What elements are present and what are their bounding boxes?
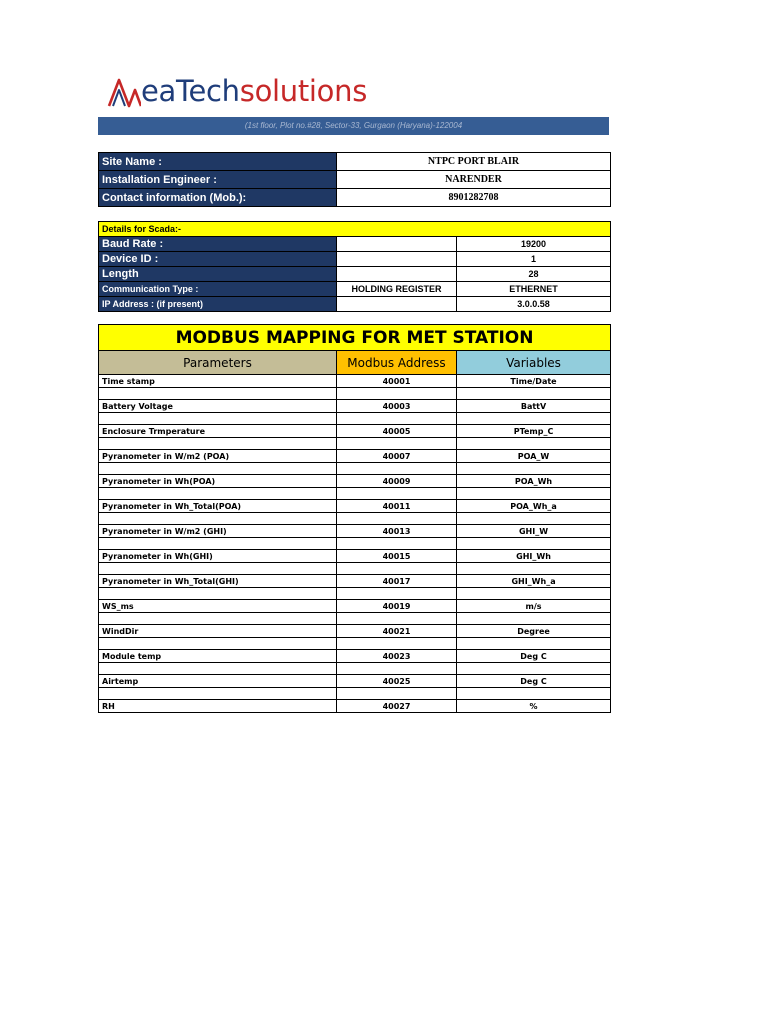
spacer-row xyxy=(99,613,611,625)
table-row xyxy=(99,475,611,488)
site-label: Site Name : xyxy=(99,153,337,171)
address-cell: 40003 xyxy=(337,400,457,413)
empty-cell xyxy=(337,463,457,475)
table-row xyxy=(99,650,611,663)
variable-cell: GHI_W xyxy=(457,525,611,538)
scada-mid xyxy=(337,237,457,252)
spacer-row xyxy=(99,463,611,475)
company-logo-mark-icon xyxy=(107,76,141,108)
empty-cell xyxy=(457,438,611,450)
parameter-cell: WindDir xyxy=(99,625,337,638)
parameter-cell: Pyranometer in W/m2 (GHI) xyxy=(99,525,337,538)
column-header-variables: Variables xyxy=(457,351,611,375)
site-label: Installation Engineer : xyxy=(99,171,337,189)
scada-label: IP Address : (if present) xyxy=(99,297,337,312)
spacer-row xyxy=(99,538,611,550)
scada-value: 28 xyxy=(457,267,611,282)
variable-cell: GHI_Wh_a xyxy=(457,575,611,588)
address-cell: 40019 xyxy=(337,600,457,613)
variable-cell: Degree xyxy=(457,625,611,638)
scada-value: 1 xyxy=(457,252,611,267)
empty-cell xyxy=(337,438,457,450)
scada-mid xyxy=(337,297,457,312)
address-cell: 40021 xyxy=(337,625,457,638)
site-info-table xyxy=(98,152,611,207)
parameter-cell: Pyranometer in W/m2 (POA) xyxy=(99,450,337,463)
address-cell: 40011 xyxy=(337,500,457,513)
parameter-cell: RH xyxy=(99,700,337,713)
empty-cell xyxy=(99,438,337,450)
variable-cell: Deg C xyxy=(457,650,611,663)
empty-cell xyxy=(337,538,457,550)
empty-cell xyxy=(99,563,337,575)
empty-cell xyxy=(337,563,457,575)
empty-cell xyxy=(337,638,457,650)
spacer-row xyxy=(99,563,611,575)
empty-cell xyxy=(99,513,337,525)
modbus-title-row xyxy=(99,325,611,351)
parameter-cell: WS_ms xyxy=(99,600,337,613)
parameter-cell: Pyranometer in Wh(GHI) xyxy=(99,550,337,563)
empty-cell xyxy=(337,513,457,525)
spacer-row xyxy=(99,438,611,450)
parameter-cell: Pyranometer in Wh_Total(GHI) xyxy=(99,575,337,588)
scada-value: ETHERNET xyxy=(457,282,611,297)
address-cell: 40027 xyxy=(337,700,457,713)
scada-row xyxy=(99,282,611,297)
scada-row xyxy=(99,252,611,267)
address-cell: 40017 xyxy=(337,575,457,588)
company-name-prefix: eaTech xyxy=(141,74,240,108)
empty-cell xyxy=(337,613,457,625)
table-row xyxy=(99,450,611,463)
table-row xyxy=(99,675,611,688)
site-value: NARENDER xyxy=(337,171,611,189)
empty-cell xyxy=(457,638,611,650)
spacer-row xyxy=(99,513,611,525)
address-cell: 40023 xyxy=(337,650,457,663)
parameter-cell: Time stamp xyxy=(99,375,337,388)
parameter-cell: Module temp xyxy=(99,650,337,663)
parameter-cell: Battery Voltage xyxy=(99,400,337,413)
spacer-row xyxy=(99,488,611,500)
table-row xyxy=(99,575,611,588)
spacer-row xyxy=(99,688,611,700)
column-header-parameters: Parameters xyxy=(99,351,337,375)
site-value: 8901282708 xyxy=(337,189,611,207)
modbus-title: MODBUS MAPPING FOR MET STATION xyxy=(99,325,611,351)
site-value: NTPC PORT BLAIR xyxy=(337,153,611,171)
scada-label: Communication Type : xyxy=(99,282,337,297)
table-row xyxy=(99,550,611,563)
empty-cell xyxy=(457,538,611,550)
variable-cell: Time/Date xyxy=(457,375,611,388)
empty-cell xyxy=(99,688,337,700)
empty-cell xyxy=(99,463,337,475)
scada-row xyxy=(99,297,611,312)
spacer-row xyxy=(99,388,611,400)
site-row xyxy=(99,153,611,171)
table-row xyxy=(99,700,611,713)
empty-cell xyxy=(337,488,457,500)
scada-value: 19200 xyxy=(457,237,611,252)
modbus-header-row xyxy=(99,351,611,375)
address-cell: 40013 xyxy=(337,525,457,538)
table-row xyxy=(99,425,611,438)
empty-cell xyxy=(337,663,457,675)
address-cell: 40025 xyxy=(337,675,457,688)
empty-cell xyxy=(457,588,611,600)
scada-mid xyxy=(337,252,457,267)
company-address-band: (1st floor, Plot no.#28, Sector-33, Gurgaon (Haryana)-122004 xyxy=(98,117,609,135)
empty-cell xyxy=(457,388,611,400)
modbus-mapping-table xyxy=(98,324,611,713)
address-cell: 40005 xyxy=(337,425,457,438)
parameter-cell: Pyranometer in Wh(POA) xyxy=(99,475,337,488)
scada-value: 3.0.0.58 xyxy=(457,297,611,312)
company-logo xyxy=(107,74,367,116)
empty-cell xyxy=(337,588,457,600)
address-cell: 40009 xyxy=(337,475,457,488)
site-row xyxy=(99,189,611,207)
modbus-table-body xyxy=(99,375,611,713)
table-row xyxy=(99,375,611,388)
variable-cell: % xyxy=(457,700,611,713)
scada-header: Details for Scada:- xyxy=(99,222,611,237)
table-row xyxy=(99,500,611,513)
empty-cell xyxy=(457,463,611,475)
empty-cell xyxy=(99,538,337,550)
company-name xyxy=(141,74,367,108)
empty-cell xyxy=(337,688,457,700)
table-row xyxy=(99,400,611,413)
spacer-row xyxy=(99,413,611,425)
empty-cell xyxy=(337,388,457,400)
empty-cell xyxy=(457,613,611,625)
empty-cell xyxy=(99,638,337,650)
empty-cell xyxy=(99,663,337,675)
empty-cell xyxy=(99,388,337,400)
spacer-row xyxy=(99,638,611,650)
empty-cell xyxy=(99,488,337,500)
empty-cell xyxy=(337,413,457,425)
column-header-address: Modbus Address xyxy=(337,351,457,375)
address-cell: 40007 xyxy=(337,450,457,463)
variable-cell: m/s xyxy=(457,600,611,613)
scada-label: Length xyxy=(99,267,337,282)
scada-label: Device ID : xyxy=(99,252,337,267)
parameter-cell: Pyranometer in Wh_Total(POA) xyxy=(99,500,337,513)
variable-cell: POA_W xyxy=(457,450,611,463)
scada-row xyxy=(99,267,611,282)
scada-row xyxy=(99,237,611,252)
variable-cell: POA_Wh xyxy=(457,475,611,488)
scada-details-table xyxy=(98,221,611,312)
empty-cell xyxy=(457,488,611,500)
company-name-suffix: solutions xyxy=(239,74,368,108)
empty-cell xyxy=(99,588,337,600)
empty-cell xyxy=(457,513,611,525)
empty-cell xyxy=(99,413,337,425)
address-cell: 40015 xyxy=(337,550,457,563)
spacer-row xyxy=(99,663,611,675)
spacer-row xyxy=(99,588,611,600)
address-cell: 40001 xyxy=(337,375,457,388)
scada-header-row xyxy=(99,222,611,237)
variable-cell: Deg C xyxy=(457,675,611,688)
table-row xyxy=(99,625,611,638)
table-row xyxy=(99,600,611,613)
scada-mid: HOLDING REGISTER xyxy=(337,282,457,297)
variable-cell: POA_Wh_a xyxy=(457,500,611,513)
empty-cell xyxy=(457,688,611,700)
empty-cell xyxy=(457,663,611,675)
parameter-cell: Airtemp xyxy=(99,675,337,688)
scada-mid xyxy=(337,267,457,282)
parameter-cell: Enclosure Trmperature xyxy=(99,425,337,438)
empty-cell xyxy=(457,413,611,425)
variable-cell: BattV xyxy=(457,400,611,413)
table-row xyxy=(99,525,611,538)
site-label: Contact information (Mob.): xyxy=(99,189,337,207)
site-row xyxy=(99,171,611,189)
empty-cell xyxy=(457,563,611,575)
scada-label: Baud Rate : xyxy=(99,237,337,252)
variable-cell: GHI_Wh xyxy=(457,550,611,563)
variable-cell: PTemp_C xyxy=(457,425,611,438)
empty-cell xyxy=(99,613,337,625)
